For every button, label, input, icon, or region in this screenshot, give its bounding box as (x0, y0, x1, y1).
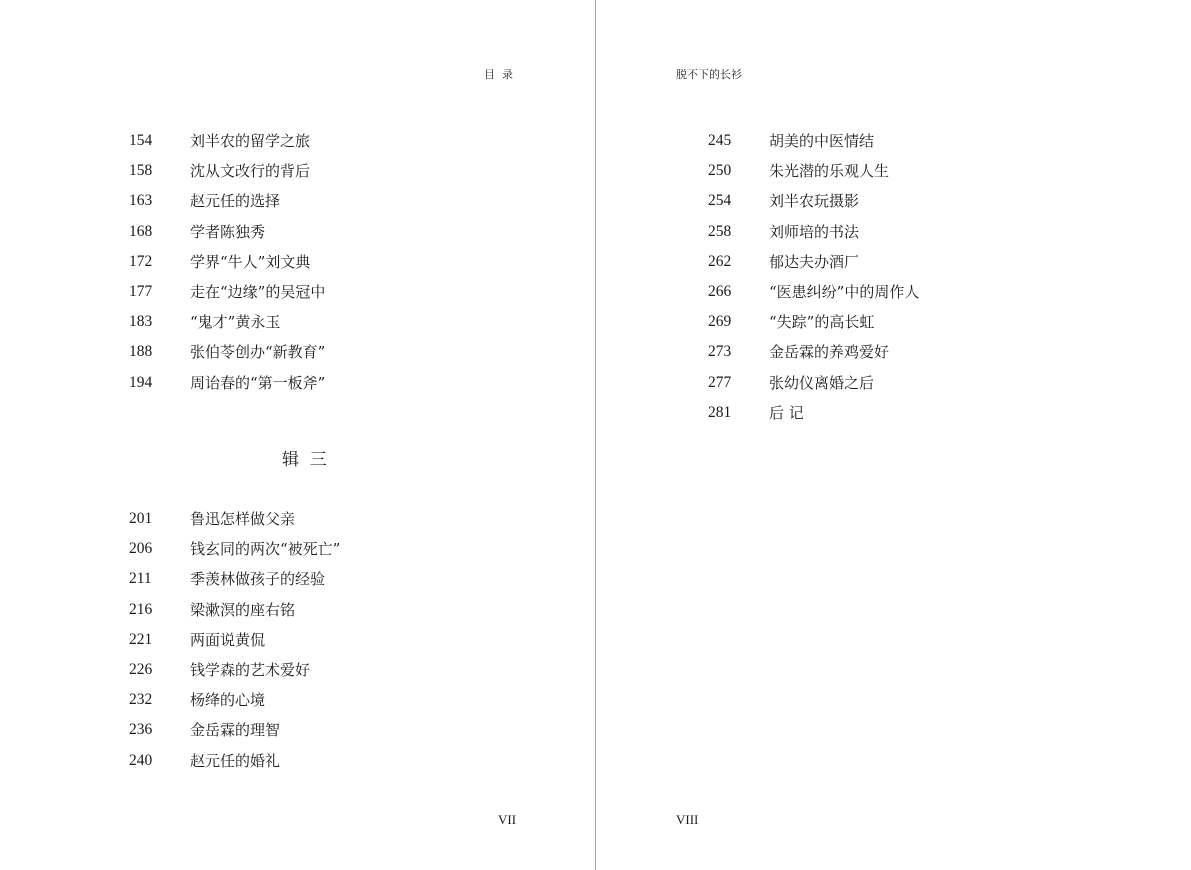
toc-page-number: 232 (129, 691, 153, 709)
toc-page-number: 163 (129, 192, 153, 210)
toc-page-number: 188 (129, 343, 153, 361)
toc-page-number: 269 (708, 313, 732, 331)
toc-page-number: 226 (129, 660, 153, 678)
toc-title: 金岳霖的养鸡爱好 (769, 343, 890, 362)
right-page (597, 0, 1191, 870)
toc-page-number: 221 (129, 630, 153, 648)
toc-title: 学者陈独秀 (190, 222, 266, 241)
running-head-book-title: 脱不下的长衫 (676, 68, 742, 81)
toc-title: 张幼仪离婚之后 (769, 373, 875, 392)
toc-page-number: 216 (129, 600, 153, 618)
page-gutter-divider (595, 0, 596, 870)
toc-title: 赵元任的婚礼 (190, 751, 281, 770)
toc-title: 杨绛的心境 (190, 691, 266, 710)
toc-title: 刘半农玩摄影 (769, 192, 860, 211)
toc-title: 沈从文改行的背后 (190, 162, 311, 181)
toc-page-number: 172 (129, 252, 153, 270)
toc-page-number: 206 (129, 540, 153, 558)
toc-title: 张伯苓创办“新教育” (190, 343, 326, 362)
toc-page-number: 258 (708, 222, 732, 240)
toc-title: 刘师培的书法 (769, 222, 860, 241)
toc-title: 刘半农的留学之旅 (190, 132, 311, 150)
toc-page-number: 266 (708, 282, 732, 300)
toc-title: 两面说黄侃 (190, 630, 266, 649)
toc-title: “失踪”的高长虹 (769, 313, 875, 332)
toc-page-number: 277 (708, 373, 732, 391)
toc-page-number: 240 (129, 751, 153, 769)
toc-title: 鲁迅怎样做父亲 (190, 510, 296, 528)
toc-page-number: 201 (129, 510, 153, 527)
toc-title: 赵元任的选择 (190, 192, 281, 211)
section-heading: 辑 三 (282, 450, 327, 470)
toc-page-number: 281 (708, 403, 732, 421)
toc-page-number: 177 (129, 282, 153, 300)
toc-title: 学界“牛人”刘文典 (190, 252, 311, 271)
toc-title: 郁达夫办酒厂 (769, 252, 860, 271)
toc-page-number: 154 (129, 132, 153, 149)
toc-page-number: 168 (129, 222, 153, 240)
toc-page-number: 254 (708, 192, 732, 210)
toc-page-number: 158 (129, 162, 153, 180)
toc-page-number: 250 (708, 162, 732, 180)
folio-left: VII (498, 812, 517, 827)
toc-title: 钱学森的艺术爱好 (190, 660, 311, 679)
toc-title: 后 记 (769, 403, 804, 422)
toc-page-number: 211 (129, 570, 152, 588)
folio-right: VIII (676, 812, 699, 827)
toc-page-number: 273 (708, 343, 732, 361)
toc-title: 朱光潜的乐观人生 (769, 162, 890, 181)
toc-page-number: 183 (129, 313, 153, 331)
toc-page-number: 245 (708, 132, 732, 149)
toc-title: 金岳霖的理智 (190, 721, 281, 740)
toc-title: “鬼才”黄永玉 (190, 313, 281, 332)
toc-title: 胡美的中医情结 (769, 132, 875, 150)
toc-title: 梁漱溟的座右铭 (190, 600, 296, 619)
toc-title: 季羡林做孩子的经验 (190, 570, 326, 589)
toc-page-number: 194 (129, 373, 153, 391)
toc-title: 钱玄同的两次“被死亡” (190, 540, 341, 559)
toc-title: “医患纠纷”中的周作人 (769, 282, 920, 301)
running-head-contents: 目 录 (484, 68, 513, 81)
toc-page-number: 262 (708, 252, 732, 270)
toc-title: 走在“边缘”的吴冠中 (190, 282, 326, 301)
toc-page-number: 236 (129, 721, 153, 739)
toc-title: 周诒春的“第一板斧” (190, 373, 326, 392)
